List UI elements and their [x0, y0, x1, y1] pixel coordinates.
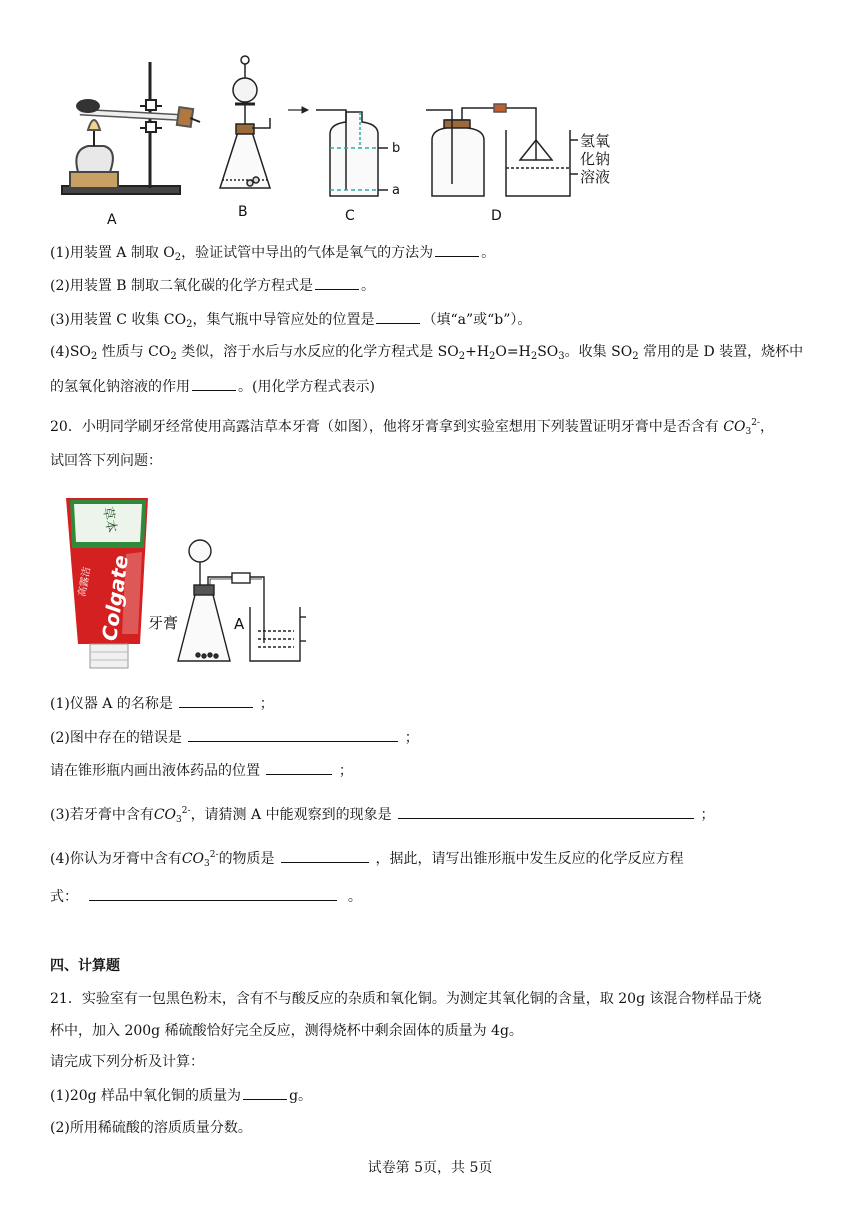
q19-part3: (3)用装置 C 收集 $CO_2$，集气瓶中导管应处的位置是 （填“a”或“b”）。	[50, 309, 531, 334]
page-footer: 试卷第 5页，共 5页	[367, 1160, 493, 1176]
apparatus-figure	[0, 0, 860, 240]
answer-blank[interactable]	[266, 760, 332, 775]
answer-blank[interactable]	[376, 309, 420, 324]
answer-blank[interactable]	[89, 886, 337, 901]
q20-part4: (4)你认为牙膏中含有$CO_3^{2-}$的物质是 ，据此，请写出锥形瓶中发生反应的化学反应方程	[50, 850, 684, 869]
co3-ion: $CO_3^{2-}$	[723, 418, 760, 437]
q21-line2: 杯中，加入 200g 稀硫酸恰好完全反应，测得烧杯中剩余固体的质量为 4g。	[50, 1023, 523, 1039]
answer-blank[interactable]	[435, 242, 479, 257]
answer-blank[interactable]	[243, 1085, 287, 1100]
q21-line1: 21．实验室有一包黑色粉末，含有不与酸反应的杂质和氧化铜。为测定其氧化铜的含量，取 20g 该混合物样品于烧	[50, 991, 762, 1007]
q19-part4: $(4)SO_2$ 性质与 $CO_2$ 类似，溶于水后与水反应的化学方程式是 $SO_2+H_2O=H_2SO_3$。收集 $SO_2$ 常用的是 D 装置，烧杯中	[50, 344, 804, 362]
c-mark-b: b	[392, 141, 401, 156]
answer-blank[interactable]	[179, 693, 253, 708]
d-label-line1: 氢氧	[580, 132, 611, 150]
q20-part1: (1)仪器 A 的名称是 ；	[50, 693, 274, 713]
apparatus-c	[316, 110, 388, 196]
tube-brand-text: Colgate	[97, 553, 133, 643]
co3-test-apparatus	[170, 535, 320, 665]
q21-part2: (2)所用稀硫酸的溶质质量分数。	[50, 1120, 252, 1136]
tube-chinese-text: 高露洁	[76, 566, 93, 598]
q21-line3: 请完成下列分析及计算：	[50, 1054, 204, 1070]
figure-label-a: A	[107, 212, 117, 228]
figure-label-c: C	[345, 208, 355, 224]
section-heading: 四、计算题	[50, 958, 120, 974]
answer-blank[interactable]	[315, 275, 359, 290]
d-label-line3: 溶液	[580, 168, 611, 186]
answer-blank[interactable]	[188, 727, 398, 742]
q20-intro-2: 试回答下列问题：	[50, 453, 162, 469]
apparatus-a	[62, 62, 200, 194]
answer-blank[interactable]	[192, 376, 236, 391]
q20-intro: 20．小明同学刷牙经常使用高露洁草本牙膏（如图），他将牙膏拿到实验室想用下列装置证明牙膏中是否含有 $CO_3^{2-}$，	[50, 418, 774, 437]
figure-label-b: B	[238, 204, 248, 220]
q20-part3: (3)若牙膏中含有$CO_3^{2-}$，请猜测 A 中能观察到的现象是 ；	[50, 806, 715, 825]
q19-part1: (1)用装置 A 制取 $O_2$，验证试管中导出的气体是氧气的方法为 。	[50, 242, 495, 267]
toothpaste-label: 牙膏	[148, 614, 179, 632]
q20-part2b: 请在锥形瓶内画出液体药品的位置 ；	[50, 760, 353, 780]
beaker-a-label: A	[234, 615, 245, 633]
answer-blank[interactable]	[398, 804, 694, 819]
q19-part4-line2: 的氢氧化钠溶液的作用 。(用化学方程式表示)	[50, 376, 375, 396]
q21-part1: (1)20g 样品中氧化铜的质量为 g。	[50, 1085, 312, 1105]
q20-part2: (2)图中存在的错误是 ；	[50, 727, 419, 747]
apparatus-d	[426, 104, 578, 196]
co3-ion: $CO_3^{2-}$	[153, 806, 191, 825]
c-mark-a: a	[392, 183, 400, 198]
tube-herbal-text: 草本	[99, 505, 119, 534]
answer-blank[interactable]	[281, 848, 369, 863]
figure-label-d: D	[491, 208, 502, 224]
d-label-line2: 化钠	[580, 150, 611, 168]
q19-part2: (2)用装置 B 制取二氧化碳的化学方程式是 。	[50, 275, 375, 295]
q20-part4-line2: 式： 。	[50, 886, 362, 906]
apparatus-b	[220, 56, 270, 188]
arrow-b-to-c	[288, 107, 308, 113]
co3-ion: $CO_3^{2-}$	[181, 850, 219, 869]
